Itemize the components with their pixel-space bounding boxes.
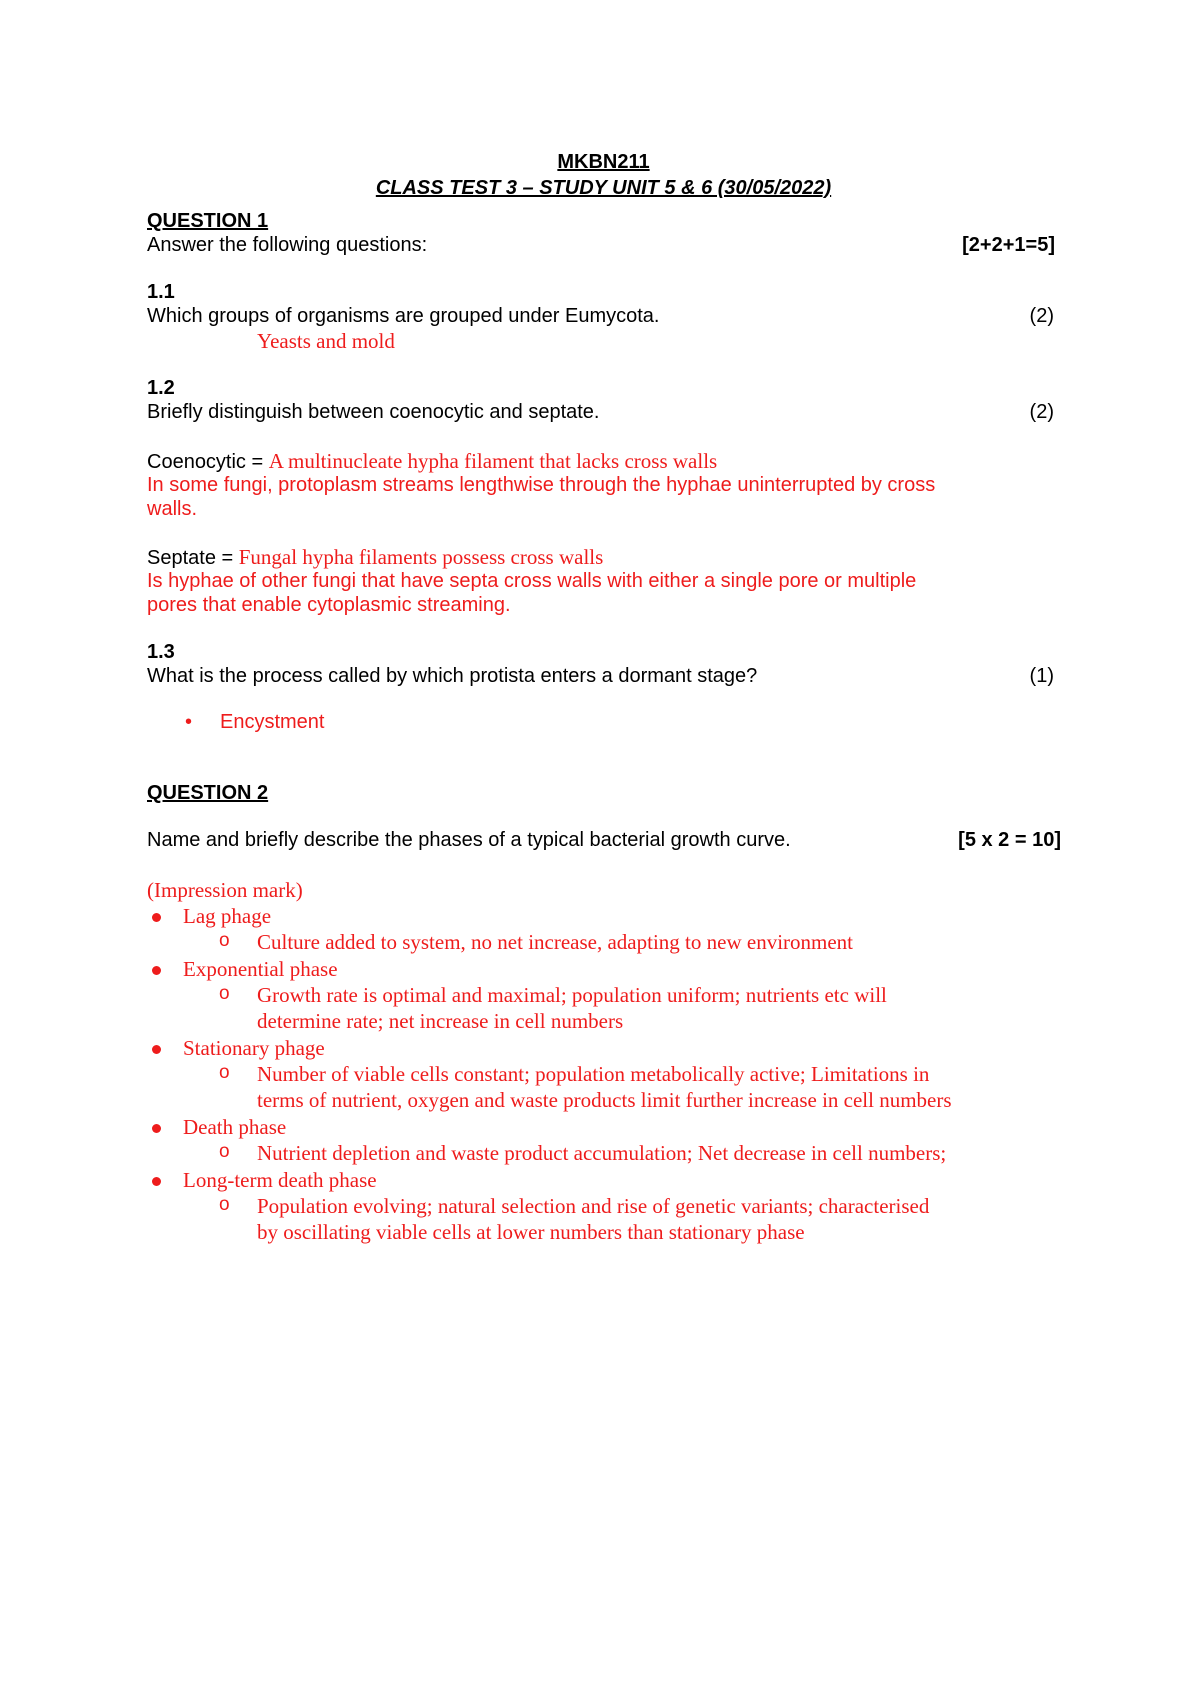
- phase-bullet: [152, 913, 161, 922]
- phase-name: Exponential phase: [183, 957, 338, 981]
- phase-description: terms of nutrient, oxygen and waste products limit further increase in cell numbers: [257, 1088, 952, 1112]
- q1-1-number: 1.1: [147, 281, 175, 303]
- phase-bullet: [152, 1045, 161, 1054]
- coenocytic-line: [147, 448, 717, 475]
- question-2-heading: QUESTION 2: [147, 782, 269, 804]
- phase-bullet: [152, 1124, 161, 1133]
- question-1-marks: [2+2+1=5]: [962, 234, 1055, 256]
- coenocytic-label: Coenocytic =: [147, 451, 269, 473]
- phase-description: Population evolving; natural selection and rise of genetic variants; characterised: [257, 1194, 930, 1218]
- phase-description: Nutrient depletion and waste product accumulation; Net decrease in cell numbers;: [257, 1141, 947, 1165]
- question-2-text: Name and briefly describe the phases of a typical bacterial growth curve.: [147, 829, 791, 851]
- q1-3-question: What is the process called by which protista enters a dormant stage?: [147, 665, 758, 687]
- coenocytic-detail-2: walls.: [147, 498, 198, 520]
- phase-description: Growth rate is optimal and maximal; population uniform; nutrients etc will: [257, 983, 887, 1007]
- phase-name: Lag phage: [183, 904, 272, 928]
- q1-1-question: Which groups of organisms are grouped under Eumycota.: [147, 305, 660, 327]
- q1-1-answer: Yeasts and mold: [257, 329, 395, 353]
- impression-mark: (Impression mark): [147, 878, 303, 902]
- document-page: [147, 0, 1060, 1696]
- septate-detail-1: Is hyphae of other fungi that have septa cross walls with either a single pore or multiple: [147, 570, 917, 592]
- sub-bullet-marker: o: [219, 1062, 230, 1083]
- question-1-instruction: Answer the following questions:: [147, 234, 428, 256]
- phase-name: Long-term death phase: [183, 1168, 377, 1192]
- question-2-marks: [5 x 2 = 10]: [958, 829, 1061, 851]
- coenocytic-detail-1: In some fungi, protoplasm streams lengthwise through the hyphae uninterrupted by cross: [147, 474, 936, 496]
- phase-description: Culture added to system, no net increase, adapting to new environment: [257, 930, 854, 954]
- q1-2-marks: (2): [1029, 401, 1054, 423]
- q1-3-marks: (1): [1029, 665, 1054, 687]
- phase-bullet: [152, 1177, 161, 1186]
- coenocytic-definition: A multinucleate hypha filament that lacks cross walls: [268, 449, 718, 473]
- sub-bullet-marker: o: [219, 930, 230, 951]
- sub-bullet-marker: o: [219, 1141, 230, 1162]
- sub-bullet-marker: o: [219, 1194, 230, 1215]
- septate-label: Septate =: [147, 547, 239, 569]
- course-code: MKBN211: [557, 151, 650, 173]
- q1-3-number: 1.3: [147, 641, 175, 663]
- phase-name: Death phase: [183, 1115, 287, 1139]
- septate-line: [147, 544, 603, 571]
- question-1-heading: QUESTION 1: [147, 210, 269, 232]
- phase-description: Number of viable cells constant; population metabolically active; Limitations in: [257, 1062, 930, 1086]
- phase-description: by oscillating viable cells at lower numbers than stationary phase: [257, 1220, 805, 1244]
- phase-description: determine rate; net increase in cell numbers: [257, 1009, 624, 1033]
- q1-3-bullet: •: [185, 711, 193, 733]
- q1-2-question: Briefly distinguish between coenocytic and septate.: [147, 401, 600, 423]
- phase-name: Stationary phage: [183, 1036, 325, 1060]
- septate-detail-2: pores that enable cytoplasmic streaming.: [147, 594, 511, 616]
- test-title: CLASS TEST 3 – STUDY UNIT 5 & 6 (30/05/2022): [375, 177, 832, 199]
- q1-1-marks: (2): [1029, 305, 1054, 327]
- q1-3-answer: Encystment: [220, 711, 325, 733]
- sub-bullet-marker: o: [219, 983, 230, 1004]
- q1-2-number: 1.2: [147, 377, 175, 399]
- phase-bullet: [152, 966, 161, 975]
- septate-definition: Fungal hypha filaments possess cross walls: [238, 545, 604, 569]
